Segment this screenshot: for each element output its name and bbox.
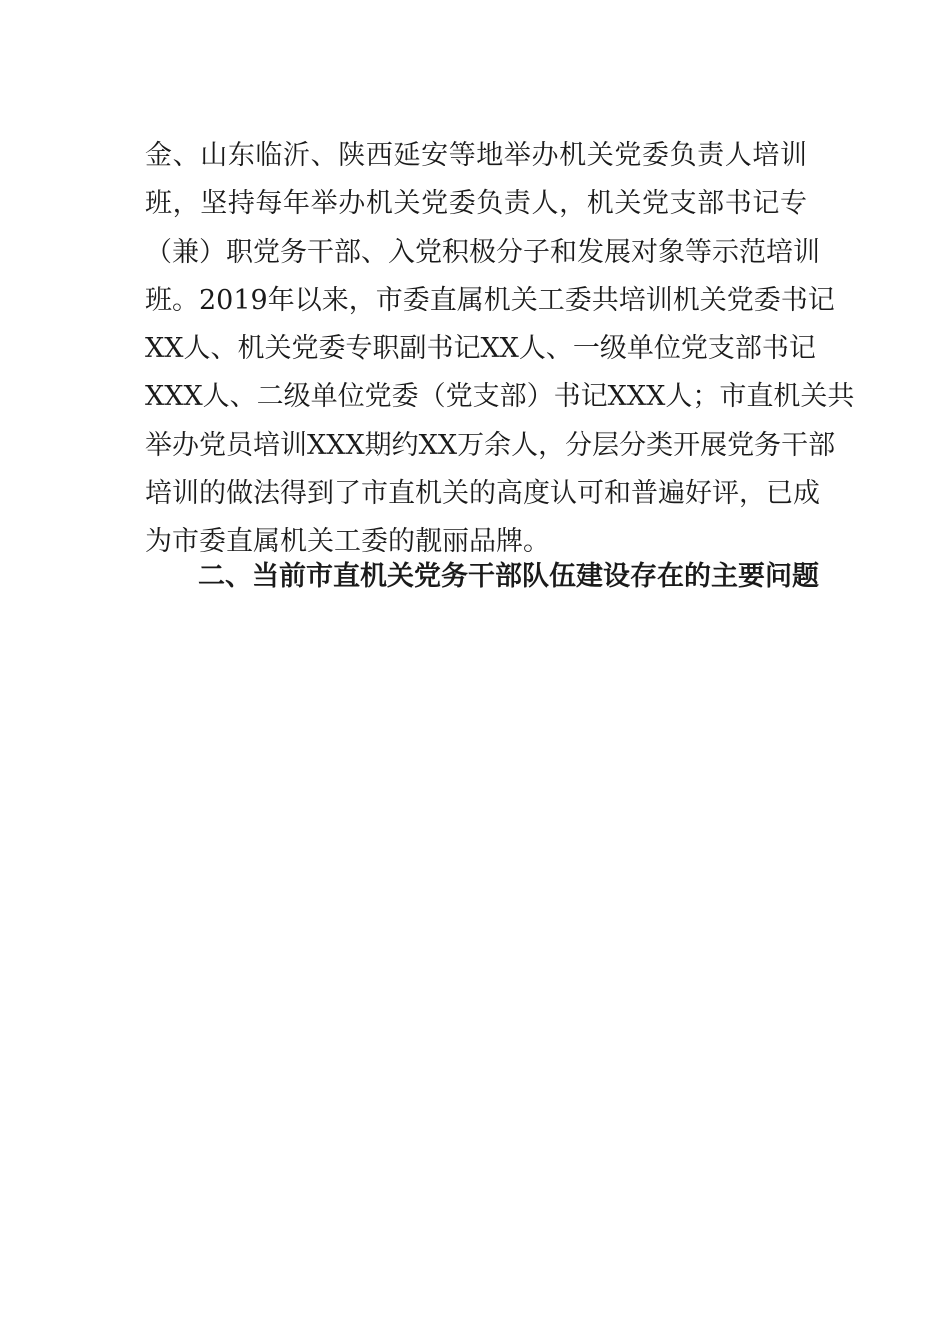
section-heading: 二、当前市直机关党务干部队伍建设存在的主要问题 xyxy=(198,561,819,592)
paragraph-line: 举办党员培训XXX期约XX万余人，分层分类开展党务干部 xyxy=(145,429,836,461)
paragraph-line: （兼）职党务干部、入党积极分子和发展对象等示范培训 xyxy=(145,236,820,268)
paragraph-line: 金、山东临沂、陕西延安等地举办机关党委负责人培训 xyxy=(145,140,807,171)
paragraph xyxy=(145,132,855,567)
paragraph-line: 班。2019年以来，市委直属机关工委共培训机关党委书记 xyxy=(145,284,835,316)
paragraph-line: 培训的做法得到了市直机关的高度认可和普遍好评，已成 xyxy=(145,478,820,510)
paragraph-line: XX人、机关党委专职副书记XX人、一级单位党支部书记 xyxy=(145,333,816,365)
paragraph-line: XXX人、二级单位党委（党支部）书记XXX人；市直机关共 xyxy=(145,381,855,413)
paragraph-line: 为市委直属机关工委的靓丽品牌。 xyxy=(145,526,550,558)
paragraph-line: 班，坚持每年举办机关党委负责人，机关党支部书记专 xyxy=(145,188,807,220)
